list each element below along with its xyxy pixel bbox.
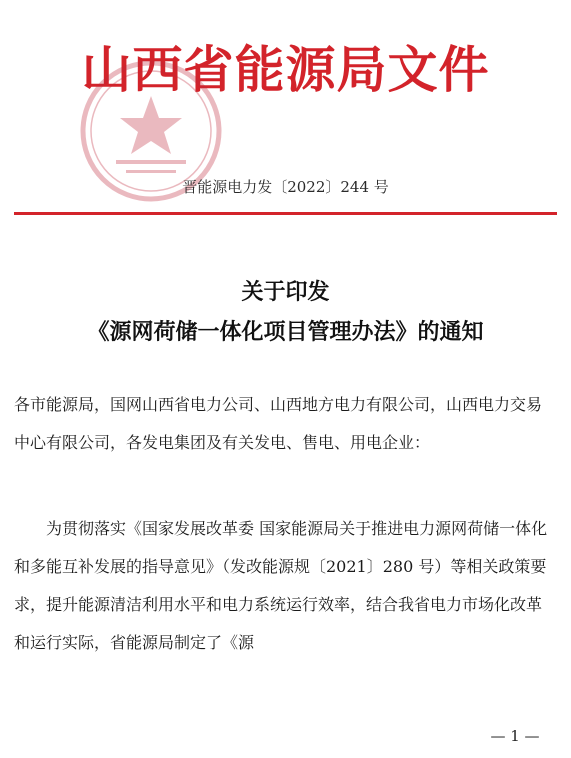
document-number: 晋能源电力发〔2022〕244 号 (182, 178, 389, 196)
header-divider (14, 212, 557, 215)
notice-title-line2: 《源网荷储一体化项目管理办法》的通知 (87, 319, 484, 345)
body-paragraph: 为贯彻落实《国家发展改革委 国家能源局关于推进电力源网荷储一体化和多能互补发展的指导意见》（发改能源规〔2021〕280 号）等相关政策要求，提升能源清洁利用水平和电力系统运行效率，结合我省电力市场化改革和运行实际，省能源局制定了《源 (14, 519, 548, 652)
addressee-paragraph: 各市能源局，国网山西省电力公司、山西地方电力有限公司，山西电力交易中心有限公司，各发电集团及有关发电、售电、用电企业： (14, 395, 543, 452)
agency-title: 山西省能源局文件 (81, 40, 490, 99)
page-number: — 1 — (490, 727, 540, 745)
notice-title-line1: 关于印发 (241, 279, 330, 305)
